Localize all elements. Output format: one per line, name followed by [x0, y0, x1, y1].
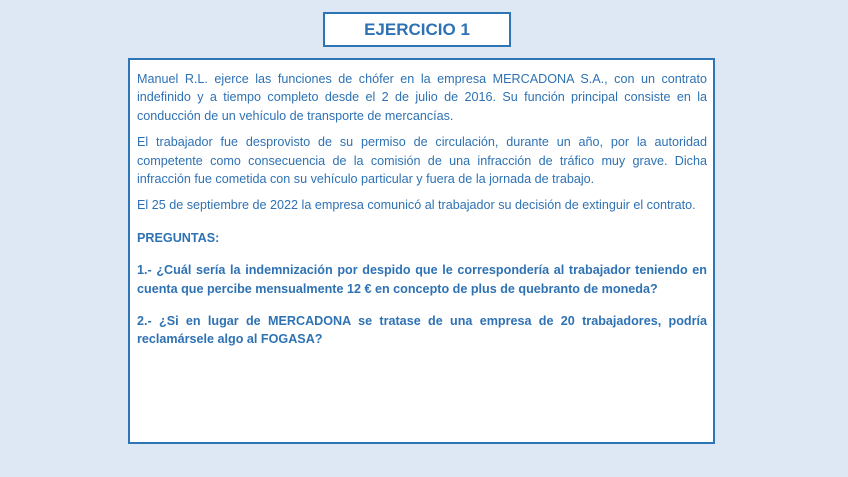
paragraph-1: Manuel R.L. ejerce las funciones de chófer en la empresa MERCADONA S.A., con un contrato indefinido y a tiempo completo desde el 2 de julio de 2016. Su función principal consiste en la conducción de un vehículo de transporte de mercancías. — [137, 72, 707, 123]
exercise-box — [128, 58, 715, 444]
paragraph-3: El 25 de septiembre de 2022 la empresa comunicó al trabajador su decisión de extinguir el contrato. — [137, 198, 696, 213]
exercise-title: EJERCICIO 1 — [323, 12, 511, 47]
questions-heading: PREGUNTAS: — [137, 230, 220, 245]
question-2: 2.- ¿Si en lugar de MERCADONA se tratase de una empresa de 20 trabajadores, podría reclamársele algo al FOGASA? — [137, 314, 707, 347]
question-1: 1.- ¿Cuál sería la indemnización por despido que le correspondería al trabajador teniendo en cuenta que percibe mensualmente 12 € en concepto de plus de quebranto de moneda? — [137, 263, 707, 296]
paragraph-2: El trabajador fue desprovisto de su permiso de circulación, durante un año, por la autoridad competente como consecuencia de la comisión de una infracción de tráfico muy grave. Dicha infracción fue cometida con su vehículo particular y fuera de la jornada de trabajo. — [137, 135, 707, 187]
